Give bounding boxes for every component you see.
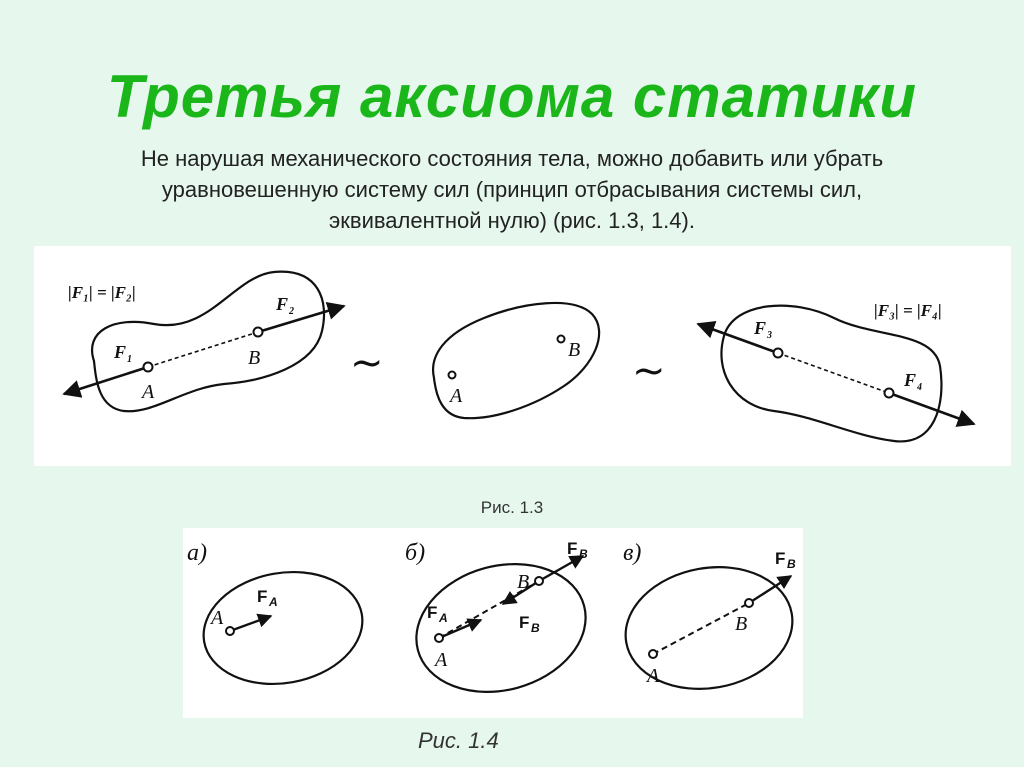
figure-1-3-caption: Рис. 1.3 — [480, 498, 544, 517]
panel-a-force-arrow — [230, 616, 271, 631]
force-f4-arrow — [889, 393, 974, 424]
equation-left: |F₁| = |F₂| — [68, 283, 136, 302]
body-1-label-a: A — [142, 381, 155, 403]
body-1-label-b: B — [248, 347, 261, 369]
body-1-action-line — [148, 332, 261, 369]
panel-c-point-b — [745, 599, 753, 607]
panel-b-force-b-out-label: F — [567, 539, 578, 558]
panel-c-label-b: B — [735, 613, 748, 635]
statement-line-1: Не нарушая механического состояния тела, можно добавить или убрать — [140, 146, 884, 171]
panel-c-label-a: A — [647, 665, 660, 687]
panel-b-force-b-out-subscript: B — [579, 547, 588, 561]
panel-c-force-arrow — [749, 576, 791, 603]
panel-b-point-a — [435, 634, 443, 642]
body-3-point-1 — [774, 349, 783, 358]
panel-a-label: а) — [187, 540, 207, 566]
panel-b-label-b: B — [517, 571, 530, 593]
body-2-label-b: B — [568, 339, 581, 361]
equivalence-tilde-2: ~ — [632, 348, 666, 394]
statement-line-3: эквивалентной нулю) (рис. 1.3, 1.4). — [329, 208, 695, 233]
panel-b-force-a-subscript: A — [439, 611, 448, 625]
panel-a-force-label: F — [257, 587, 268, 606]
force-f4-label: F — [904, 370, 917, 390]
figure-1-4 — [183, 528, 803, 718]
body-1-point-b — [254, 328, 263, 337]
panel-c-label: в) — [623, 540, 642, 566]
panel-c-point-a — [649, 650, 657, 658]
panel-b-body — [402, 546, 600, 710]
slide-title: Третья аксиома статики — [106, 63, 918, 130]
force-f3-label: F — [754, 318, 767, 338]
force-f2-arrow — [258, 306, 344, 332]
force-f1-arrow — [64, 367, 148, 394]
panel-b-force-b-in-subscript: B — [531, 621, 540, 635]
panel-a-label-a: A — [211, 607, 224, 629]
figure-1-3 — [34, 246, 1011, 466]
body-2-point-a — [449, 372, 456, 379]
equivalence-tilde-1: ~ — [350, 340, 384, 386]
panel-b-force-b-in-label: F — [519, 613, 530, 632]
body-3-action-line — [778, 353, 889, 393]
statement-line-2: уравновешенную систему сил (принцип отбрасывания системы сил, — [161, 177, 863, 202]
panel-c-body — [616, 554, 802, 701]
force-f3-subscript: 3 — [767, 330, 772, 341]
force-f4-subscript: 4 — [917, 382, 922, 393]
panel-a-force-subscript: A — [269, 595, 278, 609]
body-2-point-b — [558, 336, 565, 343]
panel-b-label: б) — [405, 540, 426, 566]
figure-1-4-drawing — [183, 528, 803, 718]
panel-c-force-label: F — [775, 549, 786, 568]
figure-1-4-caption: Рис. 1.4 — [418, 728, 499, 753]
force-f1-label: F — [114, 342, 127, 362]
force-f1-subscript: 1 — [127, 354, 132, 365]
figure-1-3-drawing — [34, 246, 1011, 466]
equation-right: |F₃| = |F₄| — [874, 301, 942, 320]
panel-a-point-a — [226, 627, 234, 635]
force-f2-subscript: 2 — [289, 306, 294, 317]
force-f2-label: F — [276, 294, 289, 314]
panel-b-force-a-label: F — [427, 603, 438, 622]
body-3-point-2 — [885, 389, 894, 398]
panel-c-force-subscript: B — [787, 557, 796, 571]
panel-b-point-b — [535, 577, 543, 585]
axiom-statement — [60, 143, 964, 236]
panel-b-label-a: A — [435, 649, 448, 671]
body-1-point-a — [144, 363, 153, 372]
body-2-label-a: A — [450, 385, 463, 407]
